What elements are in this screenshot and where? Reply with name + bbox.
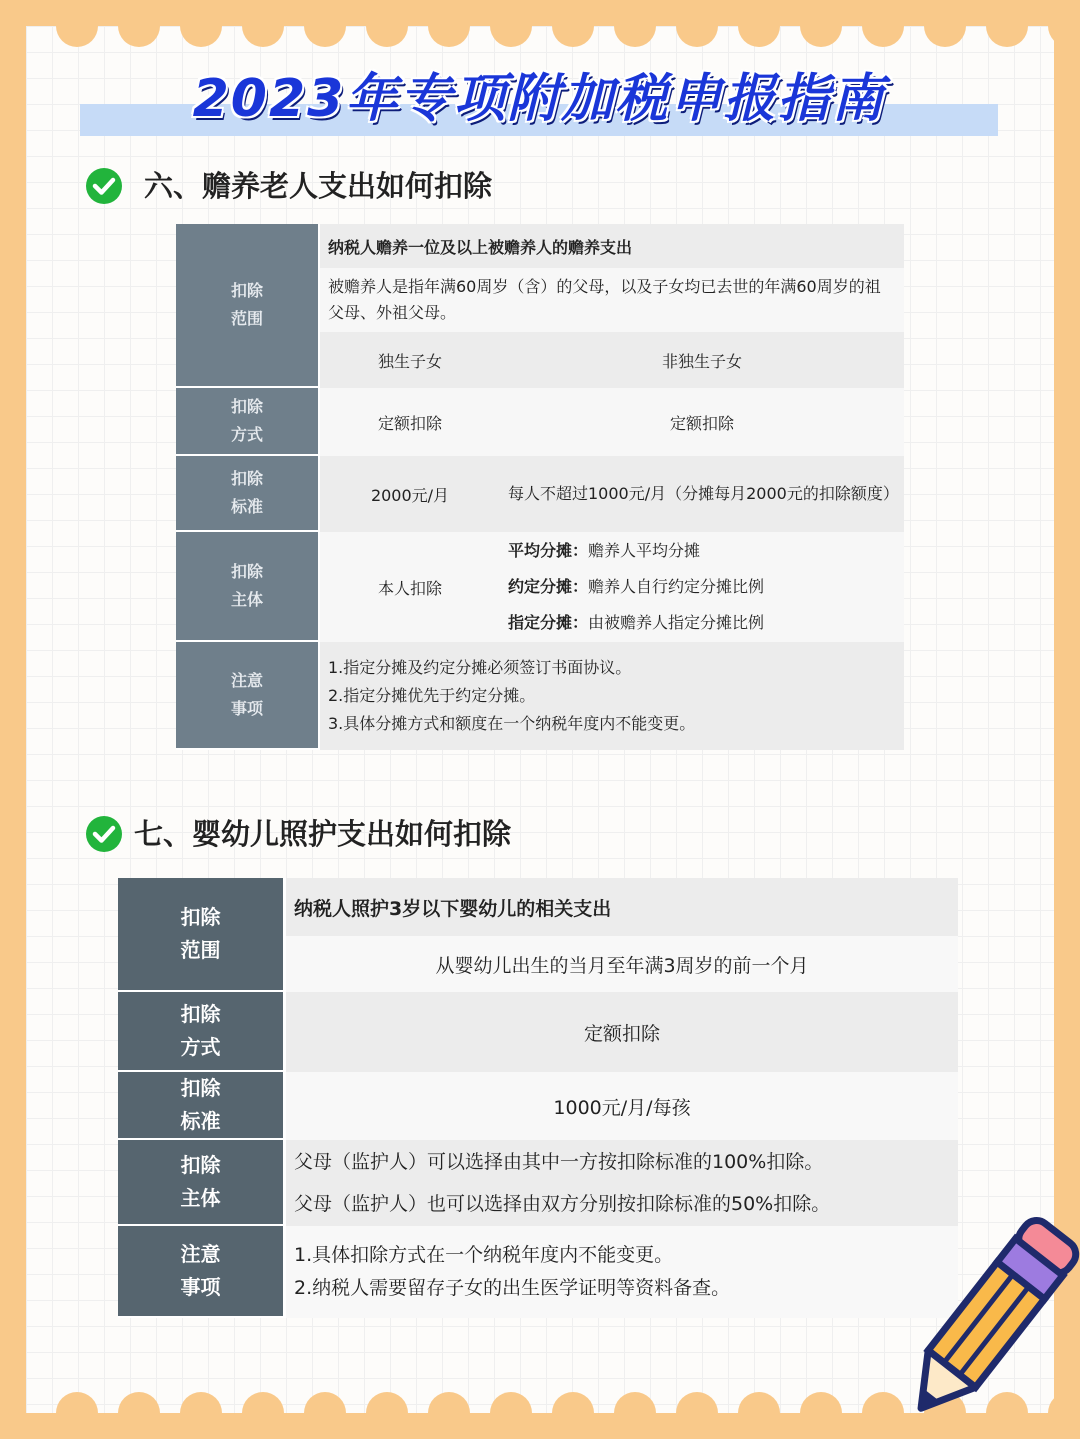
note-item: 2.指定分摊优先于约定分摊。 [328,686,536,705]
scallop-dot [676,26,718,47]
scallop-dot [986,26,1028,47]
notes-content [320,642,904,750]
row-label-standard: 扣除 标准 [118,1072,286,1140]
elderly-support-table [176,224,904,750]
scallop-dot [552,26,594,47]
method-only-child: 定额扣除 [320,388,500,456]
split-designated: 指定分摊：由被赡养人指定分摊比例 [508,613,765,632]
scallop-dot [118,1392,160,1413]
scallop-dot [180,1392,222,1413]
standard-non-only-child: 每人不超过1000元/月（分摊每月2000元的扣除额度） [500,456,904,532]
scallop-dot [490,1392,532,1413]
row-label-notes: 注意 事项 [176,642,320,750]
scallop-dot [304,26,346,47]
scope-title: 纳税人照护3岁以下婴幼儿的相关支出 [286,878,958,936]
subject-option: 父母（监护人）也可以选择由双方分别按扣除标准的50%扣除。 [294,1193,831,1215]
scallop-dot [242,1392,284,1413]
only-child-header: 独生子女 [320,332,500,388]
row-label-notes: 注意 事项 [118,1226,286,1318]
scallop-dot [738,26,780,47]
method-non-only-child: 定额扣除 [500,388,904,456]
page-title: 2023年专项附加税申报指南 [192,69,886,129]
row-label-standard: 扣除 标准 [176,456,320,532]
scallop-dot [552,1392,594,1413]
scallop-dot [242,26,284,47]
scallop-dot [366,1392,408,1413]
row-label-subject: 扣除 主体 [176,532,320,642]
scope-description: 从婴幼儿出生的当月至年满3周岁的前一个月 [286,936,958,992]
scallop-dot [800,1392,842,1413]
section7-heading: 七、婴幼儿照护支出如何扣除 [134,817,512,851]
scallop-dot [924,26,966,47]
scallop-dot [614,26,656,47]
scallop-dot [738,1392,780,1413]
scallop-dot [428,1392,470,1413]
scallop-border-top [26,26,1054,60]
infant-care-table [118,878,958,1318]
scallop-dot [366,26,408,47]
row-label-subject: 扣除 主体 [118,1140,286,1226]
standard-only-child: 2000元/月 [320,456,500,532]
row-label-method: 扣除 方式 [118,992,286,1072]
scope-description: 被赡养人是指年满60周岁（含）的父母，以及子女均已去世的年满60周岁的祖父母、外祖父母。 [320,268,904,332]
subject-only-child: 本人扣除 [320,532,500,642]
note-item: 3.具体分摊方式和额度在一个纳税年度内不能变更。 [328,714,696,733]
check-circle-icon [86,168,122,204]
scallop-dot [56,1392,98,1413]
check-circle-icon [86,816,122,852]
split-methods [500,532,904,642]
note-item: 1.具体扣除方式在一个纳税年度内不能变更。 [294,1244,674,1266]
scope-title: 纳税人赡养一位及以上被赡养人的赡养支出 [320,224,904,268]
scallop-dot [1048,26,1054,47]
scallop-dot [490,26,532,47]
scallop-dot [862,26,904,47]
note-item: 2.纳税人需要留存子女的出生医学证明等资料备查。 [294,1277,731,1299]
scallop-dot [304,1392,346,1413]
notes-content [286,1226,958,1318]
scallop-dot [428,26,470,47]
subject-content [286,1140,958,1226]
scallop-dot [800,26,842,47]
split-agreed: 约定分摊：赡养人自行约定分摊比例 [508,577,765,596]
non-only-child-header: 非独生子女 [500,332,904,388]
pencil-icon [892,1200,1080,1430]
scallop-dot [676,1392,718,1413]
row-label-scope: 扣除 范围 [118,878,286,992]
subject-option: 父母（监护人）可以选择由其中一方按扣除标准的100%扣除。 [294,1151,824,1173]
row-label-scope: 扣除 范围 [176,224,320,388]
row-label-method: 扣除 方式 [176,388,320,456]
split-average: 平均分摊：赡养人平均分摊 [508,541,701,560]
scallop-dot [180,26,222,47]
note-item: 1.指定分摊及约定分摊必须签订书面协议。 [328,658,632,677]
scallop-dot [118,26,160,47]
section6-heading: 六、赡养老人支出如何扣除 [144,169,493,203]
scallop-dot [56,26,98,47]
standard-value: 1000元/月/每孩 [286,1072,958,1140]
method-value: 定额扣除 [286,992,958,1072]
scallop-dot [614,1392,656,1413]
